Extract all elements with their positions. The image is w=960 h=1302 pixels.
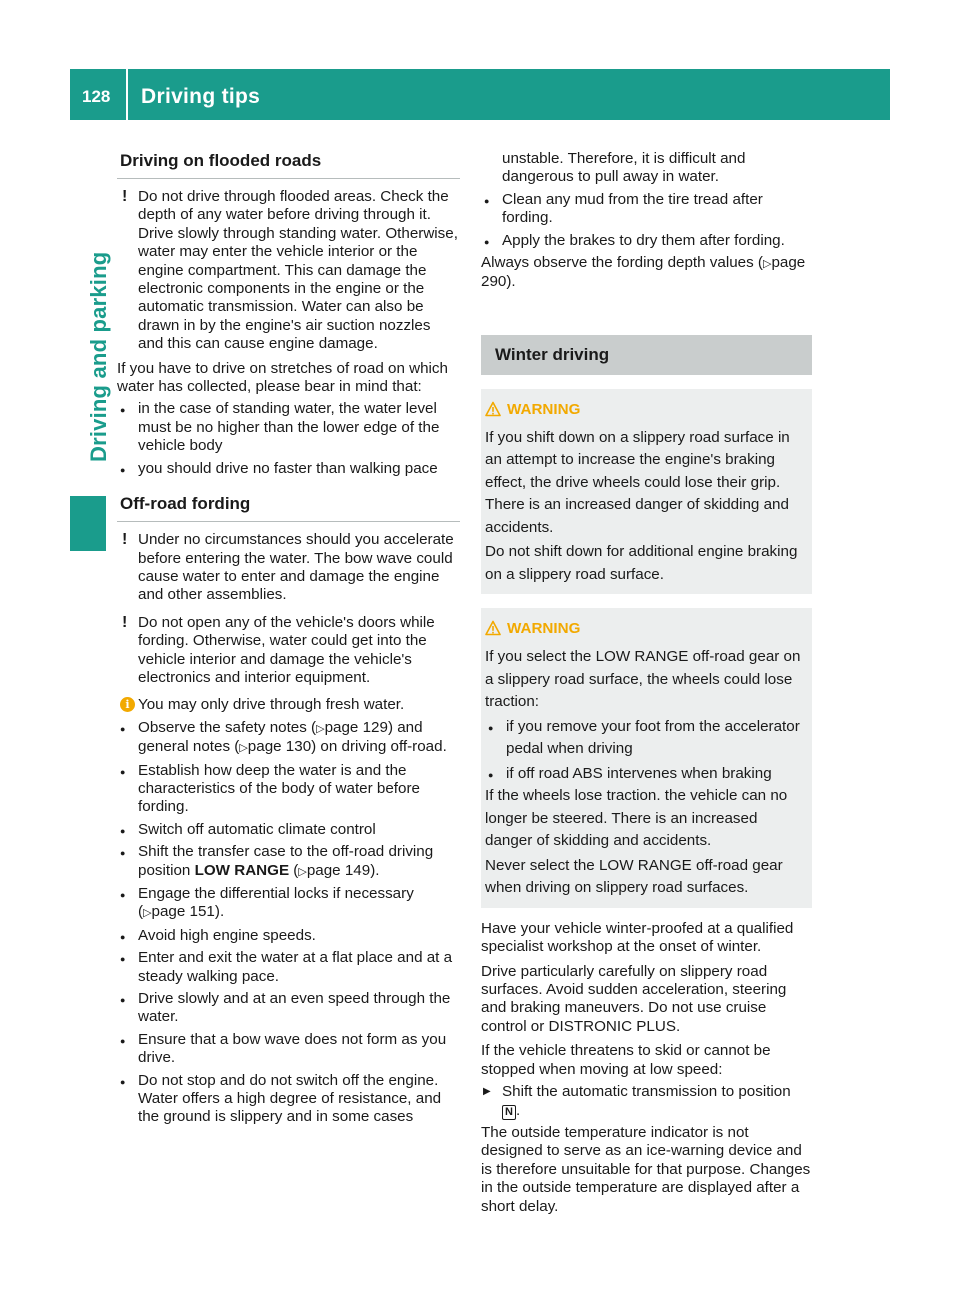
warning-icon (485, 401, 501, 417)
step-item: ▶ Shift the automatic transmission to position N . (481, 1083, 812, 1120)
info-icon: i (120, 697, 135, 712)
list-item: ● Drive slowly and at an even speed through the water. (117, 990, 460, 1027)
page-link[interactable]: page 151 (151, 903, 215, 921)
offroad-caution-note-2 (117, 614, 460, 688)
list-item: ● if off road ABS intervenes when braking (485, 763, 808, 786)
paragraph: Drive particularly carefully on slippery road surfaces. Avoid sudden acceleration, steering and braking maneuvers. Do not use cruise control or DISTRONIC PLUS. (481, 962, 787, 1035)
list-item: ● Avoid high engine speeds. (117, 927, 460, 945)
warning-heading: WARNING (485, 401, 808, 419)
bullet-list (117, 719, 460, 1127)
warning-text: Never select the LOW RANGE off-road gear when driving on slippery road surfaces. (485, 856, 783, 897)
list-item: ● Enter and exit the water at a flat place and at a steady walking pace. (117, 949, 460, 986)
warning-text: If the wheels lose traction. the vehicle can no longer be steered. There is an increased danger of skidding and accidents. (485, 787, 788, 850)
paragraph: If the vehicle threatens to skid or cannot be stopped when moving at low speed: (481, 1042, 771, 1078)
page-ref-icon: ▷ (298, 865, 307, 878)
warning-text: If you select the LOW RANGE off-road gear on a slippery road surface, the wheels could lose traction: (485, 648, 801, 711)
warning-heading: WARNING (485, 620, 808, 638)
offroad-caution-note-1 (117, 531, 460, 605)
continued-text: unstable. Therefore, it is difficult and dangerous to pull away in water. (502, 150, 746, 186)
list-item: ● Clean any mud from the tire tread after fording. (481, 191, 812, 228)
header-divider (126, 69, 128, 120)
list-item: ● Shift the transfer case to the off-road driving position LOW RANGE (▷page 149). (117, 843, 460, 881)
paragraph: Have your vehicle winter-proofed at a qualified specialist workshop at the onset of winter. (481, 919, 794, 956)
list-item: ● Ensure that a bow wave does not form as you drive. (117, 1031, 460, 1068)
bullet-list (117, 400, 460, 478)
note-text: You may only drive through fresh water. (138, 696, 405, 714)
warning-text: Do not shift down for additional engine braking on a slippery road surface. (485, 543, 798, 583)
paragraph: If you have to drive on stretches of road on which water has collected, please bear in mind that: (117, 359, 448, 396)
paragraph: The outside temperature indicator is not designed to serve as an ice-warning device and is therefore unsuitable for that purpose. Changes in the outside temperature are displayed after a short delay. (481, 1123, 811, 1215)
page-ref-icon: ▷ (239, 742, 248, 755)
page-link[interactable]: page 290 (481, 254, 806, 291)
warning-icon (485, 620, 501, 636)
list-item: ● in the case of standing water, the water level must be no higher than the lower edge of the vehicle body (117, 400, 460, 455)
bullet-list (485, 716, 808, 786)
section-title-offroad-fording: Off-road fording (117, 490, 460, 522)
page-link[interactable]: page 129 (324, 718, 388, 736)
flooded-caution-note (117, 188, 460, 354)
page-number: 128 (82, 87, 111, 106)
caution-icon: ! (122, 188, 128, 205)
list-item: ● Apply the brakes to dry them after fording. (481, 232, 812, 250)
warning-box-1 (481, 389, 812, 595)
list-item: ● if you remove your foot from the accelerator pedal when driving (485, 716, 808, 761)
gear-n-icon: N (502, 1105, 516, 1120)
step-list (481, 1083, 812, 1120)
list-item: ● Switch off automatic climate control (117, 821, 460, 839)
page-ref-icon: ▷ (762, 258, 772, 271)
list-item: ● Do not stop and do not switch off the engine. Water offers a high degree of resistance, and the ground is slippery and in some cases (117, 1072, 460, 1127)
warning-text: If you shift down on a slippery road surface in an attempt to increase the engine's braking effect, the drive wheels could lose their grip. There is an increased danger of skidding and accidents. (485, 428, 790, 536)
section-title-winter-driving: Winter driving (481, 335, 812, 375)
list-item: ● Observe the safety notes (▷page 129) and general notes (▷page 130) on driving off-road. (117, 719, 460, 758)
section-title-flooded-roads: Driving on flooded roads (117, 147, 460, 179)
note-text: Do not drive through flooded areas. Check the depth of any water before driving through it. Drive slowly through standing water. Otherwise, water may enter the vehicle interior or the engine compartment. This can damage the electronic components in the engine or the automatic transmission. Water can also be drawn in by the engine's air suction nozzles and this can cause engine damage. (138, 188, 458, 353)
page-link[interactable]: page 149 (306, 861, 371, 879)
side-chapter-label: Driving and parking (86, 251, 111, 462)
chapter-title: Driving tips (141, 85, 261, 108)
note-text: Do not open any of the vehicle's doors while fording. Otherwise, water could get into the vehicle interior and damage the vehicle's electronics and interior equipment. (138, 613, 435, 686)
list-item: ● you should drive no faster than walking pace (117, 460, 460, 478)
offroad-info-note (117, 696, 460, 714)
bullet-list (481, 191, 812, 250)
list-item: ● Engage the differential locks if necessary (▷page 151). (117, 885, 460, 923)
paragraph: Always observe the fording depth values (▷page 290). (481, 254, 806, 291)
right-column (481, 150, 812, 1216)
bold-term: LOW RANGE (194, 861, 290, 879)
page-ref-icon: ▷ (316, 722, 325, 735)
caution-icon: ! (122, 613, 128, 631)
list-item: ● Establish how deep the water is and the characteristics of the body of water before fording. (117, 762, 460, 817)
left-column (117, 147, 460, 1127)
side-tab-marker (70, 496, 106, 551)
caution-icon: ! (122, 531, 128, 549)
warning-box-2 (481, 608, 812, 908)
page-ref-icon: ▷ (143, 907, 152, 920)
note-text: Under no circumstances should you accelerate before entering the water. The bow wave could cause water to enter and damage the engine and other assemblies. (138, 531, 454, 604)
page-link[interactable]: page 130 (247, 738, 312, 756)
